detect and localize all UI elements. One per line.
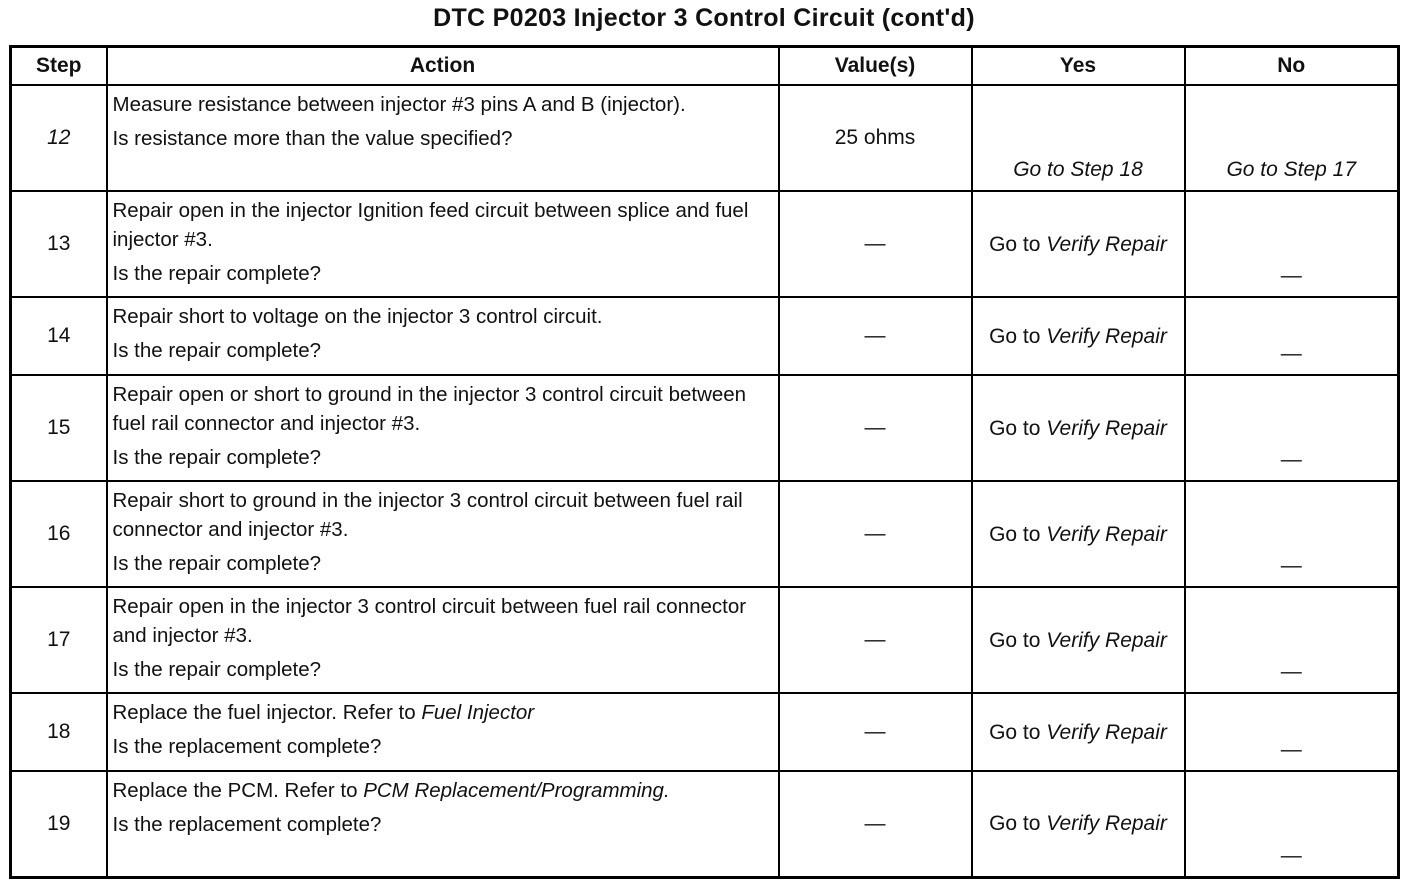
table-row-step-12 bbox=[11, 85, 1399, 191]
action-question: Is resistance more than the value specified? bbox=[112, 127, 513, 150]
no-cell: — bbox=[1185, 191, 1399, 297]
yes-goto-prefix: Go to bbox=[989, 812, 1041, 836]
yes-goto-target: Verify Repair bbox=[1046, 720, 1167, 744]
yes-cell bbox=[972, 375, 1185, 481]
yes-goto-prefix: Go to bbox=[989, 416, 1041, 440]
step-number: 17 bbox=[11, 587, 107, 693]
no-cell: — bbox=[1185, 481, 1399, 587]
action-question: Is the replacement complete? bbox=[112, 813, 382, 836]
yes-cell: Go to Step 18 bbox=[972, 85, 1185, 191]
action-cell bbox=[107, 587, 779, 693]
action-cell bbox=[107, 191, 779, 297]
action-reference: Fuel Injector bbox=[421, 701, 535, 724]
action-text bbox=[113, 776, 772, 805]
action-question: Is the repair complete? bbox=[112, 339, 322, 362]
yes-goto-target: Verify Repair bbox=[1046, 812, 1167, 836]
yes-goto-prefix: Go to bbox=[989, 522, 1041, 546]
no-cell: — bbox=[1185, 375, 1399, 481]
yes-goto-target: Verify Repair bbox=[1046, 522, 1167, 546]
header-yes: Yes bbox=[972, 47, 1185, 86]
table-row-step-18 bbox=[11, 693, 1399, 771]
table-row-step-14 bbox=[11, 297, 1399, 375]
yes-cell bbox=[972, 587, 1185, 693]
step-number: 18 bbox=[11, 693, 107, 771]
yes-cell bbox=[972, 481, 1185, 587]
step-number: 12 bbox=[11, 85, 107, 191]
yes-goto-target: Verify Repair bbox=[1046, 628, 1167, 652]
yes-goto-prefix: Go to bbox=[989, 232, 1041, 256]
yes-goto-prefix: Go to bbox=[989, 720, 1041, 744]
yes-cell bbox=[972, 191, 1185, 297]
action-cell bbox=[107, 85, 779, 191]
table-row-step-13 bbox=[11, 191, 1399, 297]
action-cell bbox=[107, 297, 779, 375]
table-header-row bbox=[11, 47, 1399, 86]
action-question: Is the repair complete? bbox=[112, 552, 322, 575]
table-row-step-15 bbox=[11, 375, 1399, 481]
header-no: No bbox=[1185, 47, 1399, 86]
action-question: Is the repair complete? bbox=[112, 446, 322, 469]
step-number: 16 bbox=[11, 481, 107, 587]
step-number: 15 bbox=[11, 375, 107, 481]
yes-goto-prefix: Go to bbox=[989, 324, 1041, 348]
no-cell: — bbox=[1185, 297, 1399, 375]
step-number: 19 bbox=[11, 771, 107, 877]
header-step: Step bbox=[11, 47, 107, 86]
action-text-prefix: Replace the PCM. Refer to bbox=[112, 779, 358, 802]
action-text: Measure resistance between injector #3 pins A and B (injector). bbox=[112, 93, 686, 116]
yes-cell bbox=[972, 693, 1185, 771]
action-reference: PCM Replacement/Programming. bbox=[363, 779, 670, 802]
yes-goto-target: Verify Repair bbox=[1046, 232, 1167, 256]
action-text: Repair open in the injector Ignition feed circuit between splice and fuel injector #3. bbox=[112, 199, 749, 251]
action-cell bbox=[107, 693, 779, 771]
value-cell: — bbox=[779, 191, 972, 297]
value-cell: — bbox=[779, 481, 972, 587]
action-text bbox=[113, 698, 772, 727]
step-number: 14 bbox=[11, 297, 107, 375]
value-cell: — bbox=[779, 771, 972, 877]
value-cell: — bbox=[779, 297, 972, 375]
value-cell: 25 ohms bbox=[779, 85, 972, 191]
table-row-step-19 bbox=[11, 771, 1399, 877]
action-cell bbox=[107, 481, 779, 587]
yes-goto-prefix: Go to bbox=[989, 628, 1041, 652]
value-cell: — bbox=[779, 587, 972, 693]
action-question: Is the repair complete? bbox=[112, 658, 322, 681]
no-cell: — bbox=[1185, 771, 1399, 877]
header-action: Action bbox=[107, 47, 779, 86]
value-cell: — bbox=[779, 693, 972, 771]
table-row-step-16 bbox=[11, 481, 1399, 587]
yes-goto-target: Verify Repair bbox=[1046, 324, 1167, 348]
step-number: 13 bbox=[11, 191, 107, 297]
page-title: DTC P0203 Injector 3 Control Circuit (cont'd) bbox=[433, 4, 975, 32]
action-question: Is the repair complete? bbox=[112, 262, 322, 285]
yes-cell bbox=[972, 771, 1185, 877]
action-text-prefix: Replace the fuel injector. Refer to bbox=[112, 701, 416, 724]
action-text: Repair short to ground in the injector 3 control circuit between fuel rail connector and injector #3. bbox=[112, 489, 743, 541]
action-question: Is the replacement complete? bbox=[112, 735, 382, 758]
no-cell: — bbox=[1185, 587, 1399, 693]
action-cell bbox=[107, 771, 779, 877]
action-text: Repair open or short to ground in the injector 3 control circuit between fuel rail connector and injector #3. bbox=[112, 383, 747, 435]
no-cell: — bbox=[1185, 693, 1399, 771]
header-values: Value(s) bbox=[779, 47, 972, 86]
action-text: Repair open in the injector 3 control circuit between fuel rail connector and injector #3. bbox=[112, 595, 747, 647]
table-row-step-17 bbox=[11, 587, 1399, 693]
action-cell bbox=[107, 375, 779, 481]
value-cell: — bbox=[779, 375, 972, 481]
no-cell: Go to Step 17 bbox=[1185, 85, 1399, 191]
dtc-table bbox=[9, 45, 1400, 879]
yes-goto-target: Verify Repair bbox=[1046, 416, 1167, 440]
yes-cell bbox=[972, 297, 1185, 375]
action-text: Repair short to voltage on the injector 3 control circuit. bbox=[112, 305, 603, 328]
